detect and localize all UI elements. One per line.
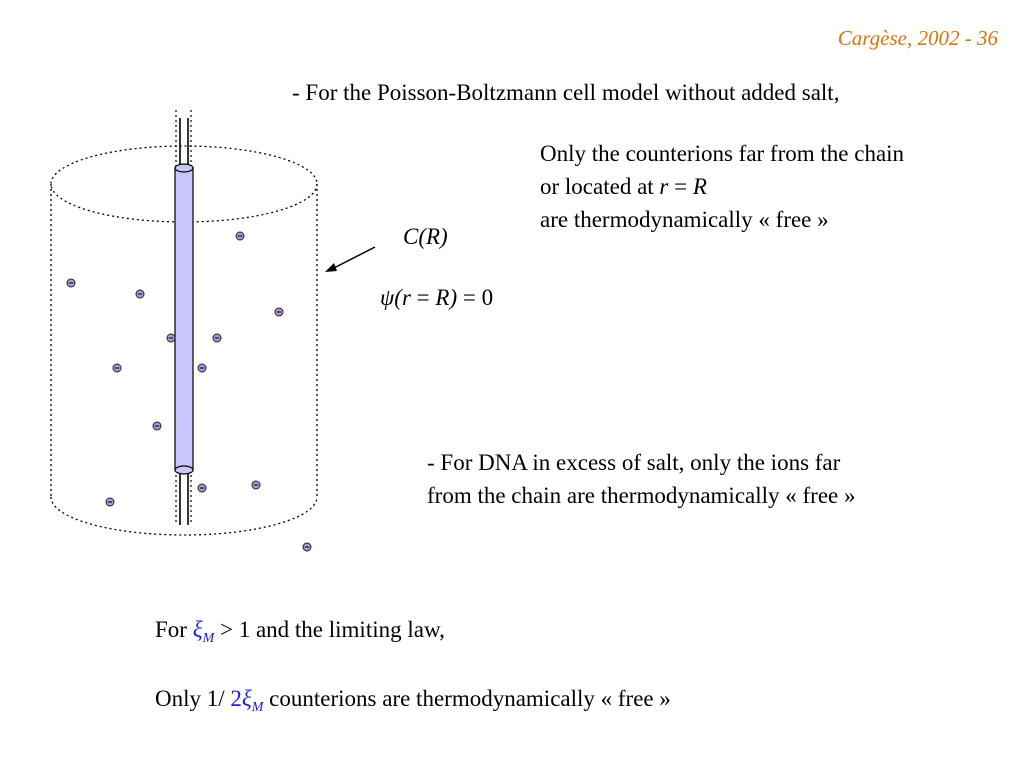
dna-rod-bottom <box>175 466 193 474</box>
dna-excess-salt-note <box>427 446 856 512</box>
counterion <box>236 232 244 240</box>
dna-rod <box>175 168 193 470</box>
counterion <box>167 334 175 342</box>
counterion <box>198 484 206 492</box>
pb-cell-model-intro: - For the Poisson-Boltzmann cell model without added salt, <box>292 80 840 105</box>
cylinder-bottom <box>51 497 317 535</box>
free-line-3: are thermodynamically « free » <box>540 207 829 232</box>
cell-label: C(R) <box>403 224 448 249</box>
counterion <box>252 481 260 489</box>
boundary-condition: ψ(r = R) = 0 <box>380 285 494 310</box>
free-line-1: Only the counterions far from the chain <box>540 141 905 166</box>
limiting-law-condition: For $\xi_M > 1$ and the limiting law, <box>155 617 445 646</box>
free-counterions-statement <box>540 137 904 236</box>
counterion <box>106 498 114 506</box>
slide-header: Cargèse, 2002 - 36 <box>837 26 998 50</box>
counterion <box>67 279 75 287</box>
boundary-arrowhead <box>325 263 337 272</box>
counterion <box>198 364 206 372</box>
free-line-2: or located at r = R <box>540 174 707 199</box>
counterion <box>113 364 121 372</box>
free-fraction-statement: Only 1/ $2\xi_M$ counterions are thermodynamically « free » <box>155 686 671 715</box>
counterion <box>275 308 283 316</box>
dna-rod-top <box>175 164 193 172</box>
counterion <box>153 422 161 430</box>
counterion <box>213 334 221 342</box>
counterion <box>136 290 144 298</box>
boundary-arrow <box>330 247 375 270</box>
dna-note-line-1: - For DNA in excess of salt, only the ions far <box>427 450 841 475</box>
dna-note-line-2: from the chain are thermodynamically « free » <box>427 483 856 508</box>
counterion <box>303 543 311 551</box>
